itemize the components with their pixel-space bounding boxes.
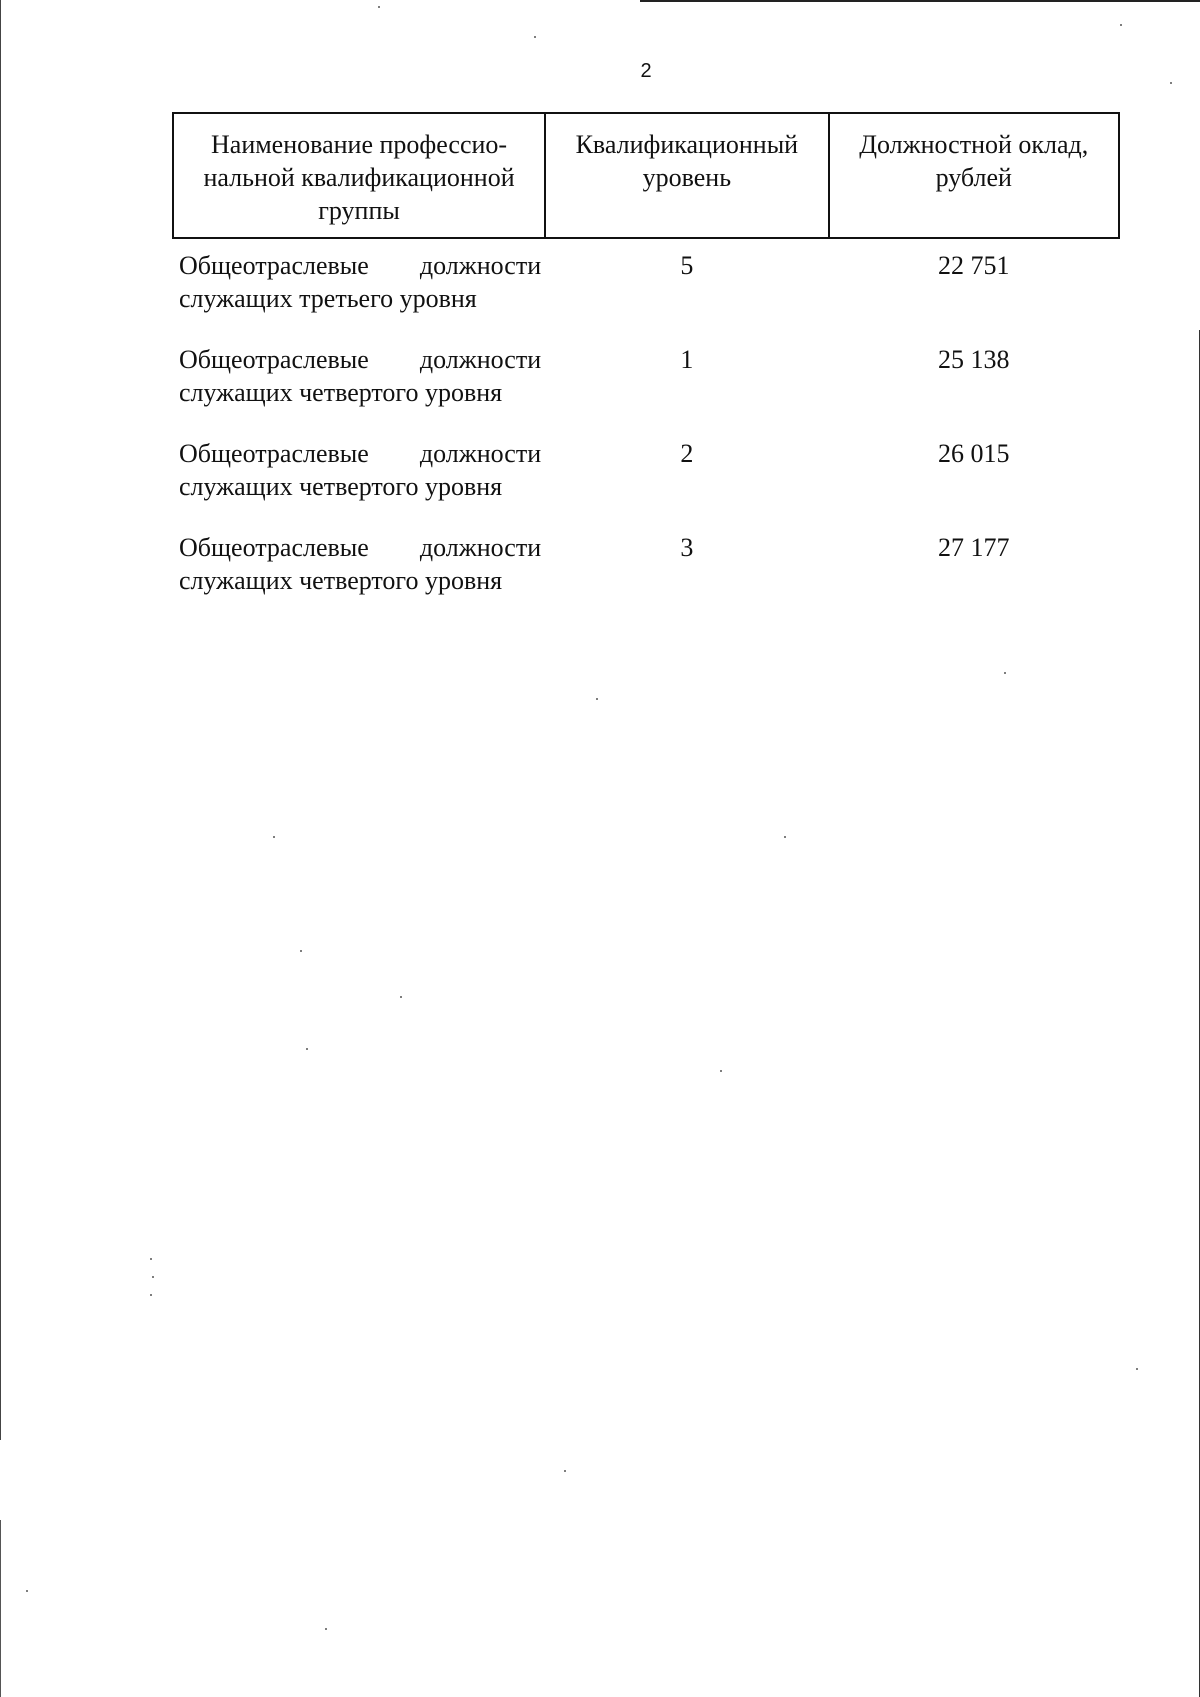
scan-speck xyxy=(1004,672,1006,674)
scan-speck xyxy=(150,1258,152,1260)
column-header-group-name: Наименование профессио-нальной квалификационной группы xyxy=(173,113,545,238)
scan-edge-line xyxy=(0,0,1,1440)
page-number: 2 xyxy=(640,60,652,82)
scan-speck xyxy=(1120,24,1122,26)
scan-speck xyxy=(784,836,786,838)
scan-speck xyxy=(300,950,302,952)
scan-speck xyxy=(273,836,275,838)
column-header-qualification-level: Квалификационный уровень xyxy=(545,113,828,238)
scan-speck xyxy=(564,1470,566,1472)
salary-cell: 22 751 xyxy=(938,251,1010,280)
qualification-level-cell: 3 xyxy=(680,533,694,562)
scan-speck xyxy=(152,1276,154,1278)
scan-edge-line xyxy=(0,1520,1,1697)
qualification-level-cell: 5 xyxy=(680,251,694,280)
group-name-cell: Общеотраслевые должности служащих четвертого уровня xyxy=(179,533,542,595)
qualification-level-cell: 1 xyxy=(680,345,694,374)
scan-speck xyxy=(720,1070,722,1072)
group-name-cell: Общеотраслевые должности служащих четвертого уровня xyxy=(179,345,542,407)
salary-table xyxy=(172,112,1120,615)
table-row xyxy=(173,333,1119,427)
scan-speck xyxy=(378,6,380,8)
salary-cell: 25 138 xyxy=(938,345,1010,374)
salary-cell: 27 177 xyxy=(938,533,1010,562)
column-header-salary: Должностной оклад, рублей xyxy=(829,113,1119,238)
scan-speck xyxy=(150,1294,152,1296)
group-name-cell: Общеотраслевые должности служащих третьего уровня xyxy=(179,251,542,313)
table-row xyxy=(173,427,1119,521)
scan-edge-line xyxy=(640,0,1200,2)
scan-speck xyxy=(400,996,402,998)
group-name-cell: Общеотраслевые должности служащих четвертого уровня xyxy=(179,439,542,501)
table-row xyxy=(173,238,1119,333)
salary-cell: 26 015 xyxy=(938,439,1010,468)
scan-speck xyxy=(325,1628,327,1630)
table-row xyxy=(173,521,1119,615)
scan-speck xyxy=(26,1590,28,1592)
scan-speck xyxy=(1136,1368,1138,1370)
qualification-level-cell: 2 xyxy=(680,439,694,468)
scan-speck xyxy=(306,1048,308,1050)
table-header-row xyxy=(173,113,1119,238)
scan-speck xyxy=(596,698,598,700)
scan-speck xyxy=(534,36,536,38)
